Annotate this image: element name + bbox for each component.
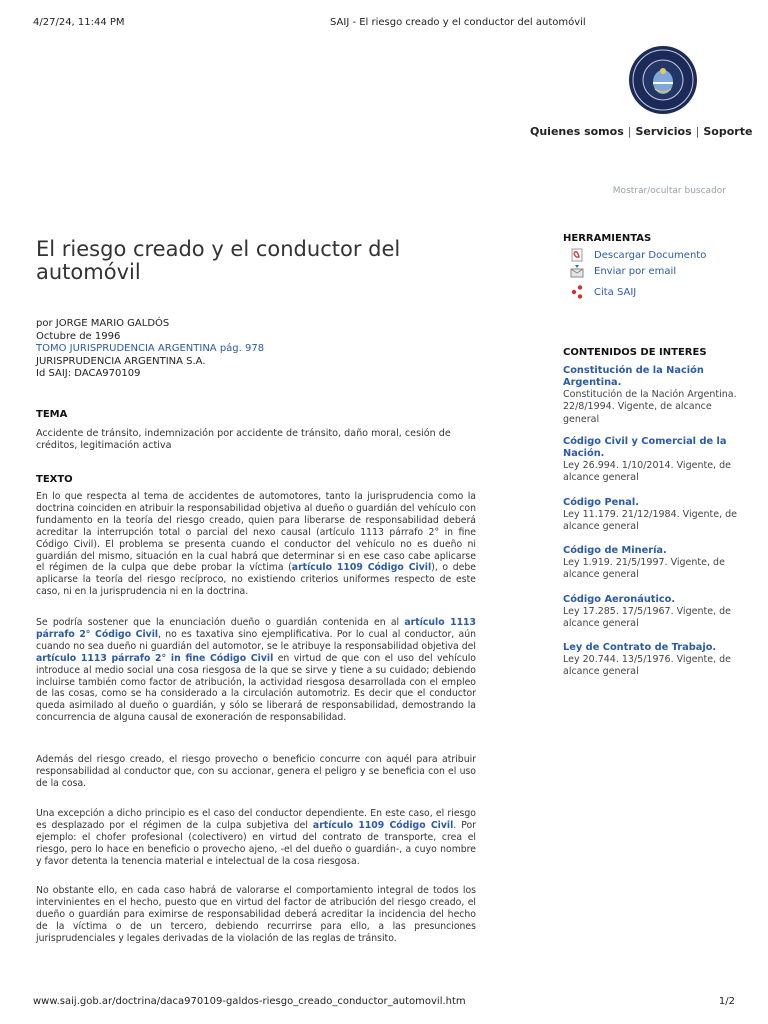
top-navigation: Quienes somos | Servicios | Soporte (530, 125, 753, 138)
content-item-title[interactable]: Ley de Contrato de Trabajo. (563, 642, 717, 653)
contenidos-heading: CONTENIDOS DE INTERES (563, 347, 707, 358)
article-title: El riesgo creado y el conductor del automóvil (36, 237, 401, 284)
content-item (563, 642, 738, 679)
content-item-desc: Ley 11.179. 21/12/1984. Vigente, de alcance general (563, 509, 737, 533)
content-item-title[interactable]: Constitución de la Nación Argentina. (563, 365, 704, 388)
content-item (563, 545, 738, 582)
content-item-desc: Ley 17.285. 17/5/1967. Vigente, de alcance general (563, 606, 731, 630)
paragraph-3: Además del riesgo creado, el riesgo provecho o beneficio concurre con aquél para atribuir responsabilidad al conductor que, con su accionar, genera el peligro y se beneficia con el uso de la cosa. (36, 754, 476, 789)
herramientas-heading: HERRAMIENTAS (563, 233, 652, 244)
link-articulo-1109-b[interactable]: artículo 1109 Código Civil (312, 819, 454, 831)
nav-servicios[interactable]: Servicios (635, 125, 692, 138)
print-page-count: 1/2 (718, 996, 735, 1007)
paragraph-2: Se podría sostener que la enunciación dueño o guardián contenida en al artículo 1113 párrafo 2° Código Civil, no es taxativa sino ejemplificativa. Por lo cual al conductor, aún cuando no sea dueño ni guardián del automotor, se le atribuye la responsabilidad objetiva del artículo 1113 párrafo 2° in fine Código Civil en virtud de que con el uso del vehículo introduce al medio social una cosa riesgosa de la que se sirve y tiene a su cuidado; debiendo incluirse también como factor de atribución, la actividad riesgosa desarrollada con el empleo de las cosas, como se ha considerado a la circulación automotriz. Es decir que el conductor queda asimilado al dueño o guardián, y sólo se liberará de responsabilidad, demostrando la concurrencia de alguna causal de exoneración de responsabilidad. (36, 617, 476, 724)
send-email-link[interactable]: Enviar por email (570, 264, 745, 278)
content-item (563, 594, 738, 631)
share-icon (570, 285, 586, 299)
ministry-seal-logo[interactable] (628, 45, 698, 115)
content-item-title[interactable]: Código Penal. (563, 497, 639, 508)
search-toggle-link[interactable]: Mostrar/ocultar buscador (612, 186, 726, 196)
paragraph-4: Una excepción a dicho principio es el caso del conductor dependiente. En este caso, el riesgo es desplazado por el régimen de la culpa subjetiva del artículo 1109 Código Civil. Por ejemplo: el chofer profesional (colectivero) en virtud del contrato de transporte, crea el riesgo, pero lo hace en beneficio o provecho ajeno, -el del dueño o guardián-, a cuyo nombre y favor detenta la tenencia material e intelectual de la cosa riesgosa. (36, 808, 476, 867)
content-item-title[interactable]: Código Civil y Comercial de la Nación. (563, 436, 727, 459)
texto-heading: TEXTO (36, 474, 73, 485)
tema-text: Accidente de tránsito, indemnización por accidente de tránsito, daño moral, cesión de créditos, legitimación activa (36, 428, 451, 451)
download-document-link[interactable]: Descargar Documento (570, 248, 745, 262)
tomo-link[interactable]: TOMO JURISPRUDENCIA ARGENTINA pág. 978 (36, 343, 265, 354)
paragraph-1: En lo que respecta al tema de accidentes de automotores, tanto la jurisprudencia como la doctrina coinciden en atribuir la responsabilidad objetiva al dueño o guardián del vehículo con fundamento en la teoría del riesgo creado, quien para liberarse de responsabilidad deberá acreditar la interrupción total o parcial del nexo causal (artículo 1113 párrafo 2° in fine Código Civil). El problema se presenta cuando el conductor del vehículo no es dueño ni guardián del mismo, situación en la cual habrá que determinar si en ese caso cabe aplicarse el régimen de la culpa que debe probar la víctima (artículo 1109 Código Civil), o debe aplicarse la teoría del riesgo recíproco, no existiendo criterios uniformes respecto de este caso, ni en la jurisprudencia ni en la doctrina. (36, 491, 476, 598)
paragraph-5: No obstante ello, en cada caso habrá de valorarse el comportamiento integral de todos los intervinientes en el hecho, puesto que en virtud del factor de atribución del riesgo creado, el dueño o guardián para eximirse de responsabilidad deberá acreditar la incidencia del hecho de la víctima o de un tercero, debiendo recurrirse para ello, a las presunciones jurisprudenciales y legales derivadas de la violación de las reglas de tránsito. (36, 885, 476, 944)
tema-heading: TEMA (36, 409, 68, 420)
link-articulo-1109[interactable]: artículo 1109 Código Civil (291, 562, 432, 574)
nav-quienes-somos[interactable]: Quienes somos (530, 125, 624, 138)
content-item-title[interactable]: Código Aeronáutico. (563, 594, 676, 605)
article-author: por JORGE MARIO GALDÓS (36, 318, 170, 329)
content-item-desc: Ley 20.744. 13/5/1976. Vigente, de alcance general (563, 654, 731, 678)
print-page-title: SAIJ - El riesgo creado y el conductor del automóvil (330, 17, 586, 28)
print-url: www.saij.gob.ar/doctrina/daca970109-galdos-riesgo_creado_conductor_automovil.htm (33, 996, 466, 1007)
link-articulo-1113-in-fine[interactable]: artículo 1113 párrafo 2° in fine Código Civil (36, 652, 274, 664)
link-articulo-1113[interactable]: artículo 1113 párrafo 2° Código Civil (36, 617, 476, 640)
pdf-icon (570, 248, 586, 262)
content-item-desc: Constitución de la Nación Argentina. 22/8/1994. Vigente, de alcance general (563, 389, 737, 425)
nav-soporte[interactable]: Soporte (703, 125, 753, 138)
article-date: Octubre de 1996 (36, 330, 121, 342)
article-id: Id SAIJ: DACA970109 (36, 368, 141, 379)
content-item (563, 436, 738, 485)
article-metadata (36, 318, 264, 381)
content-item-title[interactable]: Código de Minería. (563, 545, 667, 556)
cita-saij-link[interactable]: Cita SAIJ (570, 285, 745, 299)
content-item-desc: Ley 1.919. 21/5/1997. Vigente, de alcance general (563, 557, 725, 581)
content-item (563, 365, 738, 426)
email-icon (570, 264, 586, 278)
content-item-desc: Ley 26.994. 1/10/2014. Vigente, de alcance general (563, 460, 731, 484)
print-date: 4/27/24, 11:44 PM (33, 17, 125, 28)
article-publisher: JURISPRUDENCIA ARGENTINA S.A. (36, 355, 206, 367)
content-item (563, 497, 738, 534)
